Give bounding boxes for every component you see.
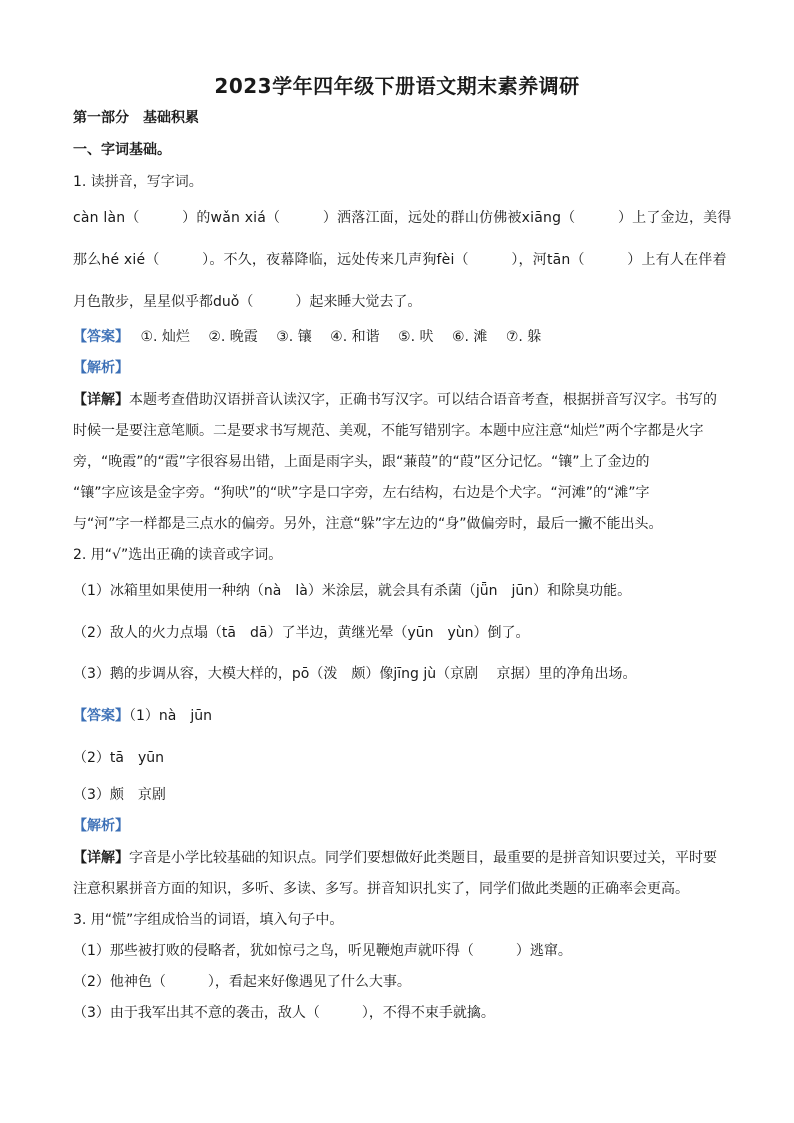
q1-detail-1 [73, 390, 728, 410]
q1-answer-text: ①. 灿烂 ②. 晚霞 ③. 镶 ④. 和谐 ⑤. 吠 ⑥. 滩 ⑦. 躲 [122, 329, 542, 345]
q1-detail-3: 旁，“晚霞”的“霞”字很容易出错，上面是雨字头，跟“蒹葭”的“葭”区分记忆。“镶”上了金边的 [73, 454, 650, 470]
q1-analysis [73, 358, 728, 378]
q3-sentence-2: （2）他神色（ ），看起来好像遇见了什么大事。 [73, 974, 411, 990]
q2-stem: 2. 用“√”选出正确的读音或字词。 [73, 547, 283, 563]
q2-analysis [73, 816, 728, 836]
q2-answer-text-1: （1）nà jūn [129, 708, 212, 724]
page-title: 2023学年四年级下册语文期末素养调研 [214, 74, 580, 98]
section-heading: 一、字词基础。 [73, 142, 171, 158]
q1-line3: 月色散步，星星似乎都duǒ（ ）起来睡大觉去了。 [73, 294, 422, 310]
q1-detail-4: “镶”字应该是金字旁。“狗吠”的“吠”字是口字旁，左右结构，右边是个犬字。“河滩”的“滩”字 [73, 485, 650, 501]
q2-sentence-1: （1）冰箱里如果使用一种纳（nà là）米涂层，就会具有杀菌（jǖn jūn）和除臭功能。 [73, 583, 632, 599]
q2-answer-2: （2）tā yūn [73, 750, 165, 766]
answer-tag: 【答案】 [73, 708, 129, 724]
detail-tag: 【详解】 [73, 850, 129, 866]
q3-sentence-1: （1）那些被打败的侵略者，犹如惊弓之鸟，听见鞭炮声就吓得（ ）逃窜。 [73, 943, 572, 959]
q2-sentence-3: （3）鹅的步调从容，大模大样的，pō（泼 颇）像jīng jù（京剧 京据）里的净角出场。 [73, 666, 637, 682]
q2-sentence-2: （2）敌人的火力点塌（tā dā）了半边，黄继光晕（yūn yùn）倒了。 [73, 625, 530, 641]
q1-detail-2: 时候一是要注意笔顺。二是要求书写规范、美观，不能写错别字。本题中应注意“灿烂”两个字都是火字 [73, 423, 704, 439]
q2-detail-1 [73, 848, 728, 868]
q1-line2: 那么hé xié（ ）。不久，夜幕降临，远处传来几声狗fèi（ ），河tān（ ）上有人在伴着 [73, 252, 727, 268]
answer-tag: 【答案】 [73, 329, 122, 345]
q1-detail-text-1: 本题考查借助汉语拼音认读汉字，正确书写汉字。可以结合语音考查，根据拼音写汉字。书写的 [129, 392, 717, 408]
analysis-tag: 【解析】 [73, 360, 129, 376]
q1-answer [73, 327, 728, 347]
detail-tag: 【详解】 [73, 392, 129, 408]
q3-stem: 3. 用“慌”字组成恰当的词语，填入句子中。 [73, 912, 344, 928]
analysis-tag: 【解析】 [73, 818, 129, 834]
q2-answer-1 [73, 706, 728, 726]
q1-stem: 1. 读拼音，写字词。 [73, 174, 203, 190]
q1-detail-5: 与“河”字一样都是三点水的偏旁。另外，注意“躲”字左边的“身”做偏旁时，最后一撇不能出头。 [73, 516, 663, 532]
q3-sentence-3: （3）由于我军出其不意的袭击，敌人（ ），不得不束手就擒。 [73, 1005, 495, 1021]
q2-answer-3: （3）颇 京剧 [73, 787, 166, 803]
part-heading: 第一部分 基础积累 [73, 110, 199, 126]
q1-line1: càn làn（ ）的wǎn xiá（ ）洒落江面，远处的群山仿佛被xiāng（ ）上了金边，美得 [73, 210, 732, 226]
q2-detail-text-1: 字音是小学比较基础的知识点。同学们要想做好此类题目，最重要的是拼音知识要过关，平时要 [129, 850, 717, 866]
q2-detail-2: 注意积累拼音方面的知识，多听、多读、多写。拼音知识扎实了，同学们做此类题的正确率会更高。 [73, 881, 689, 897]
